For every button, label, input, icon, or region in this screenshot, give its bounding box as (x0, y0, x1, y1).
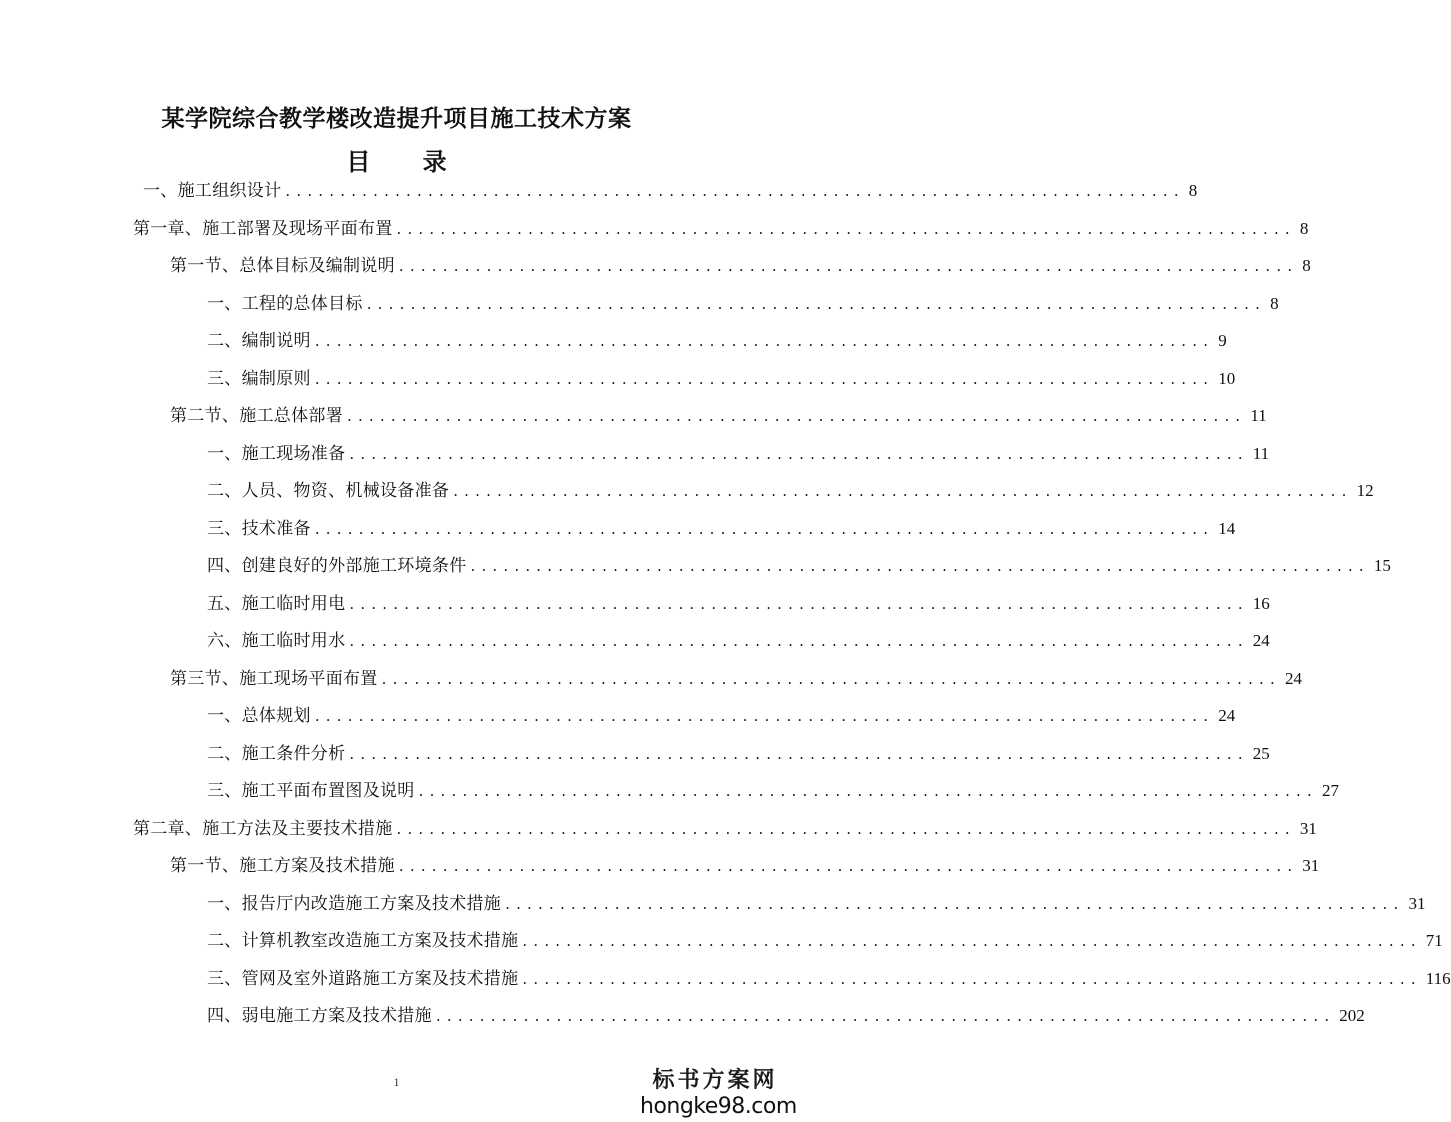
toc-entry-label: 三、管网及室外道路施工方案及技术措施 (207, 969, 519, 989)
toc-entry[interactable] (207, 704, 1236, 728)
watermark-logo (640, 1068, 797, 1120)
toc-entry-page: 31 (1302, 856, 1320, 875)
toc-leader-dots: .................................................................................. (349, 595, 1249, 613)
toc-entry-page: 16 (1252, 594, 1270, 613)
toc-entry[interactable] (207, 479, 1374, 503)
toc-entry[interactable] (207, 329, 1227, 353)
toc-entry[interactable] (170, 404, 1267, 428)
toc-leader-dots: .................................................................................. (505, 895, 1405, 913)
toc-leader-dots: .................................................................................. (522, 932, 1422, 950)
toc-leader-dots: .................................................................................. (522, 970, 1422, 988)
toc-entry-page: 12 (1356, 481, 1374, 500)
toc-entry-label: 四、创建良好的外部施工环境条件 (207, 556, 467, 576)
toc-entry-label: 三、编制原则 (207, 369, 311, 389)
toc-entry[interactable] (207, 367, 1236, 391)
toc-leader-dots: .................................................................................. (398, 257, 1299, 275)
toc-entry[interactable] (207, 629, 1270, 653)
toc-entry-page: 25 (1252, 744, 1270, 763)
toc-entry-page: 14 (1218, 519, 1236, 538)
toc-entry-label: 二、人员、物资、机械设备准备 (207, 481, 450, 501)
toc-entry-label: 四、弱电施工方案及技术措施 (207, 1006, 432, 1026)
toc-entry-label: 三、施工平面布置图及说明 (207, 781, 415, 801)
toc-entry-label: 一、报告厅内改造施工方案及技术措施 (207, 894, 502, 914)
toc-entry[interactable] (207, 779, 1339, 803)
toc-leader-dots: .................................................................................. (418, 782, 1318, 800)
watermark-name: 标书方案网 (652, 1068, 778, 1093)
toc-entry-page: 8 (1270, 294, 1279, 313)
toc-leader-dots: .................................................................................. (381, 670, 1281, 688)
toc-entry-page: 8 (1302, 256, 1311, 275)
toc-entry-label: 第一节、总体目标及编制说明 (170, 256, 395, 276)
toc-leader-dots: .................................................................................. (366, 295, 1267, 313)
page-number: 1 (393, 1075, 400, 1089)
toc-entry-label: 一、工程的总体目标 (207, 294, 363, 314)
toc-leader-dots: .................................................................................. (314, 332, 1215, 350)
toc-leader-dots: .................................................................................. (349, 445, 1249, 463)
toc-entry-label: 第二节、施工总体部署 (170, 406, 343, 426)
toc-entry-page: 116 (1425, 969, 1451, 988)
toc-entry-page: 202 (1339, 1006, 1365, 1025)
toc-entry[interactable] (207, 442, 1270, 466)
toc-entry[interactable] (207, 1004, 1365, 1028)
toc-leader-dots: .................................................................................. (435, 1007, 1336, 1025)
toc-entry[interactable] (207, 554, 1391, 578)
toc-entry-page: 9 (1218, 331, 1227, 350)
toc-entry[interactable] (170, 854, 1320, 878)
toc-entry-page: 24 (1218, 706, 1236, 725)
toc-entry-page: 10 (1218, 369, 1236, 388)
toc-entry-page: 15 (1373, 556, 1391, 575)
toc-entry-page: 11 (1250, 406, 1267, 425)
toc-entry-label: 第一章、施工部署及现场平面布置 (133, 219, 393, 239)
toc-entry-page: 8 (1188, 181, 1198, 200)
toc-leader-dots: .................................................................................. (285, 182, 1185, 200)
toc-entry-label: 二、计算机教室改造施工方案及技术措施 (207, 931, 519, 951)
toc-entry[interactable] (207, 742, 1270, 766)
toc-entry[interactable] (207, 967, 1451, 991)
toc-entry-label: 第二章、施工方法及主要技术措施 (133, 819, 393, 839)
toc-entry-page: 31 (1299, 819, 1317, 838)
toc-entry[interactable] (207, 517, 1236, 541)
toc-leader-dots: .................................................................................. (314, 370, 1215, 388)
toc-entry-label: 二、施工条件分析 (207, 744, 346, 764)
toc-leader-dots: .................................................................................. (470, 557, 1370, 575)
toc-leader-dots: .................................................................................. (347, 407, 1247, 425)
toc-leader-dots: .................................................................................. (396, 820, 1296, 838)
toc-leader-dots: .................................................................................. (314, 520, 1215, 538)
toc-entry[interactable] (207, 292, 1279, 316)
toc-entry-label: 二、编制说明 (207, 331, 311, 351)
toc-entry[interactable] (170, 667, 1302, 691)
toc-entry[interactable] (133, 217, 1309, 241)
toc-entry[interactable] (207, 592, 1270, 616)
toc-leader-dots: .................................................................................. (453, 482, 1353, 500)
toc-leader-dots: .................................................................................. (314, 707, 1215, 725)
toc-entry-label: 第三节、施工现场平面布置 (170, 669, 378, 689)
toc-entry-label: 一、施工现场准备 (207, 444, 346, 464)
toc-entry[interactable] (170, 254, 1311, 278)
toc-entry-page: 31 (1408, 894, 1426, 913)
toc-entry-label: 一、施工组织设计 (143, 181, 282, 201)
toc-entry-label: 六、施工临时用水 (207, 631, 346, 651)
toc-entry-page: 27 (1322, 781, 1339, 800)
toc-entry[interactable] (207, 892, 1426, 916)
document-title: 某学院综合教学楼改造提升项目施工技术方案 (161, 105, 632, 132)
toc-entry-page: 24 (1285, 669, 1302, 688)
toc-entry-page: 11 (1252, 444, 1270, 463)
toc-heading: 目 录 (346, 147, 469, 176)
toc-entry-page: 8 (1299, 219, 1309, 238)
toc-entry[interactable] (133, 817, 1317, 841)
toc-leader-dots: .................................................................................. (349, 745, 1249, 763)
toc-entry-label: 一、总体规划 (207, 706, 311, 726)
toc-entry-label: 三、技术准备 (207, 519, 311, 539)
toc-entry-page: 24 (1252, 631, 1270, 650)
toc-entry-label: 五、施工临时用电 (207, 594, 346, 614)
toc-leader-dots: .................................................................................. (398, 857, 1299, 875)
toc-leader-dots: .................................................................................. (396, 220, 1296, 238)
watermark-url: hongke98.com (640, 1094, 797, 1119)
toc-leader-dots: .................................................................................. (349, 632, 1249, 650)
toc-entry[interactable] (143, 179, 1198, 203)
toc-entry-label: 第一节、施工方案及技术措施 (170, 856, 395, 876)
toc-entry[interactable] (207, 929, 1443, 953)
toc-entry-page: 71 (1425, 931, 1443, 950)
